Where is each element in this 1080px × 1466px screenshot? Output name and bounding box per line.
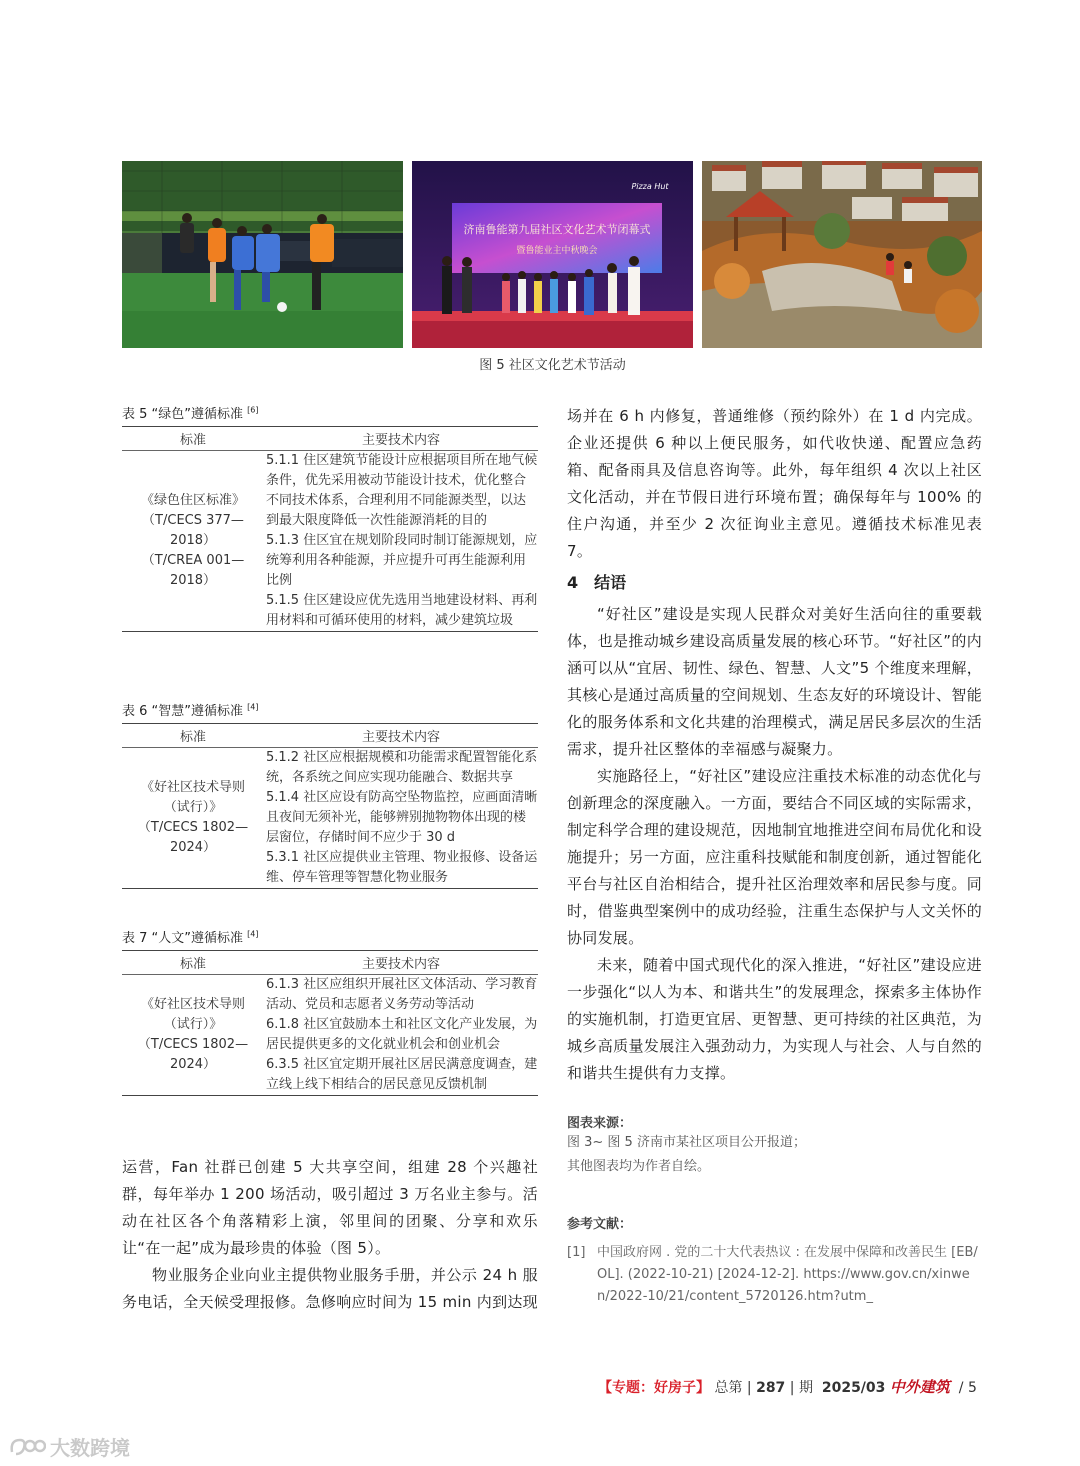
table5-item: 5.1.1 住区建筑节能设计应根据项目所在地气候条件，优先采用被动节能设计技术，优化整合不同技术体系，合理利用不同能源类型，以达到最大限度降低一次性能源消耗的目的 [266,453,538,528]
table5 [122,426,538,632]
page-footer [598,1376,988,1397]
table5-ref: [6] [247,405,259,415]
table6-standard-line: （T/CECS 1802— [137,820,249,835]
table7-col-standard: 标准 [122,951,264,975]
table6-item: 5.1.4 社区应设有防高空坠物监控，应画面清晰且夜间无须补光，能够辨别抛物物体出现的楼层窗位，存储时间不应少于 30 d [266,790,538,845]
table6-ref: [4] [247,702,259,712]
figure-caption: 图 5 社区文化艺术节活动 [479,358,626,373]
page-number: / 5 [958,1380,977,1396]
table6-col-standard: 标准 [122,724,264,748]
body-paragraph: 物业服务企业向业主提供物业服务手册，并公示 24 h 服务电话，全天候受理报修。急修响应时间为 15 min 内到达现 [122,1266,538,1311]
watermark-logo-icon [8,1436,46,1458]
table6-standard-line: （试行）》 [163,800,223,815]
references-block [567,1213,982,1308]
footer-issue-no: 287 [756,1380,786,1396]
reference-number: [1] [567,1245,586,1260]
footer-topic: 【专题：好房子】 [598,1380,710,1396]
table7-standard-line: 《好社区技术导则 [140,997,245,1012]
table6-standard-line: 2024） [169,840,217,855]
table6-standard-line: 《好社区技术导则 [140,780,245,795]
table7 [122,950,538,1096]
pizza-sign: Pizza Hut [631,182,669,191]
table5-standard-line: （T/CREA 001—2018） [141,553,245,588]
table6-content-cell [264,748,538,889]
reference-item [567,1242,982,1308]
table5-standard-cell [122,451,264,632]
stage-banner-text-2: 暨鲁能业主中秋晚会 [516,246,598,256]
soccer-match-photo [122,161,403,348]
reference-text: 中国政府网 . 党的二十大代表热议 : 在发展中保障和改善民生 [EB/OL]. (2022-10-21) [2024-12-2]. https://www.gov.cn/xinwen/2022-10/21/content_5720126.htm?utm_ [597,1245,978,1304]
table5-standard-line: （T/CECS 377—2018） [142,513,244,548]
table5-col-standard: 标准 [122,427,264,451]
watermark [8,1432,130,1461]
table5-col-content: 主要技术内容 [264,427,538,451]
left-body-text [122,1154,538,1316]
table7-ref: [4] [247,929,259,939]
table6-standard-cell [122,748,264,889]
conclusion-body [567,601,982,1087]
body-paragraph: 场并在 6 h 内修复，普通维修（预约除外）在 1 d 内完成。企业还提供 6 种以上便民服务，如代收快递、配置应急药箱、配备雨具及信息咨询等。此外，每年组织 4 次以上社区文化活动，并在节假日进行环境布置；确保每年与 100% 的住户沟通，并至少 2 次征询业主意见。遵循技术标准见表 7。 [567,407,982,560]
table6-block [122,700,538,889]
table7-item: 6.1.3 社区应组织开展社区文体活动、学习教育活动、党员和志愿者义务劳动等活动 [266,977,538,1012]
table7-standard-line: （试行）》 [163,1017,223,1032]
sources-heading: 图表来源： [567,1116,633,1131]
footer-date: 2025/03 [821,1380,886,1396]
table7-standard-line: 2024） [169,1057,217,1072]
table7-content-cell [264,975,538,1096]
table5-standard-line: 《绿色住区标准》 [140,493,245,508]
sources-line: 图 3~ 图 5 济南市某社区项目公开报道； [567,1135,806,1150]
table6 [122,723,538,889]
magazine-logo: 中外建筑 [889,1378,950,1396]
conclusion-section [567,570,982,1087]
table6-item: 5.3.1 社区应提供业主管理、物业报修、设备运维、停车管理等智慧化物业服务 [266,850,538,885]
footer-total-label: 总第 [714,1380,743,1396]
table7-item: 6.3.5 社区宜定期开展社区居民满意度调查，建立线上线下相结合的居民意见反馈机制 [266,1057,538,1092]
sources-block [567,1112,982,1179]
table6-col-content: 主要技术内容 [264,724,538,748]
body-paragraph: 运营，Fan 社群已创建 5 大共享空间，组建 28 个兴趣社群，每年举办 1 200 场活动，吸引超过 3 万名业主参与。活动在社区各个角落精彩上演，邻里间的团聚、分享和欢乐让“在一起”成为最珍贵的体验（图 5）。 [122,1158,538,1257]
stage-banner-text-1: 济南鲁能第九届社区文化艺术节闭幕式 [463,223,651,236]
table5-block [122,403,538,632]
right-body-top [567,403,982,565]
table7-col-content: 主要技术内容 [264,951,538,975]
body-paragraph: “好社区”建设是实现人民群众对美好生活向往的重要载体，也是推动城乡建设高质量发展的核心环节。“好社区”的内涵可以从“宜居、韧性、绿色、智慧、人文”5 个维度来理解，其核心是通过高质量的空间规划、生态友好的环境设计、智能化的服务体系和文化共建的治理模式，满足居民多层次的生活需求，提升社区整体的幸福感与凝聚力。 [567,605,982,758]
footer-sep: | [789,1380,795,1396]
table7-item: 6.1.8 社区宜鼓励本土和社区文化产业发展，为居民提供更多的文化就业机会和创业机会 [266,1017,538,1052]
watermark-text: 大数跨境 [50,1436,130,1460]
sources-line: 其他图表均为作者自绘。 [567,1159,711,1174]
table5-title: 表 5 “绿色”遵循标准 [122,407,244,422]
table5-item: 5.1.3 住区宜在规划阶段同时制订能源规划，应统筹利用各种能源，并应提升可再生能源利用比例 [266,533,538,588]
table5-item: 5.1.5 住区建设应优先选用当地建设材料、再利用材料和可循环使用的材料，减少建筑垃圾 [266,593,538,628]
table7-block [122,927,538,1096]
table6-item: 5.1.2 社区应根据规模和功能需求配置智能化系统，各系统之间应实现功能融合、数据共享 [266,750,538,785]
table7-title: 表 7 “人文”遵循标准 [122,931,244,946]
table6-title-row [122,700,538,719]
body-paragraph: 实施路径上，“好社区”建设应注重技术标准的动态优化与创新理念的深度融入。一方面，要结合不同区域的实际需求，制定科学合理的建设规范，因地制宜地推进空间布局优化和设施提升；另一方面，应注重科技赋能和制度创新，通过智能化平台与社区自治相结合，提升社区治理效率和居民参与度。同时，借鉴典型案例中的成功经验，注重生态保护与人文关怀的协同发展。 [567,767,982,947]
table7-standard-cell [122,975,264,1096]
section-heading: 4 结语 [567,573,627,592]
table6-title: 表 6 “智慧”遵循标准 [122,704,244,719]
footer-sep: | [746,1380,752,1396]
body-paragraph: 未来，随着中国式现代化的深入推进，“好社区”建设应进一步强化“以人为本、和谐共生”的发展理念，探索多主体协作的实施机制，打造更宜居、更智慧、更可持续的社区典范，为城乡高质量发展注入强劲动力，为实现人与社会、人与自然的和谐共生提供有力支撑。 [567,956,982,1082]
table7-title-row [122,927,538,946]
table5-title-row [122,403,538,422]
references-heading: 参考文献： [567,1217,633,1232]
hillside-garden-photo [702,161,982,348]
footer-issue-label: 期 [798,1380,813,1396]
stage-festival-photo [412,161,693,348]
table5-content-cell [264,451,538,632]
table7-standard-line: （T/CECS 1802— [137,1037,249,1052]
